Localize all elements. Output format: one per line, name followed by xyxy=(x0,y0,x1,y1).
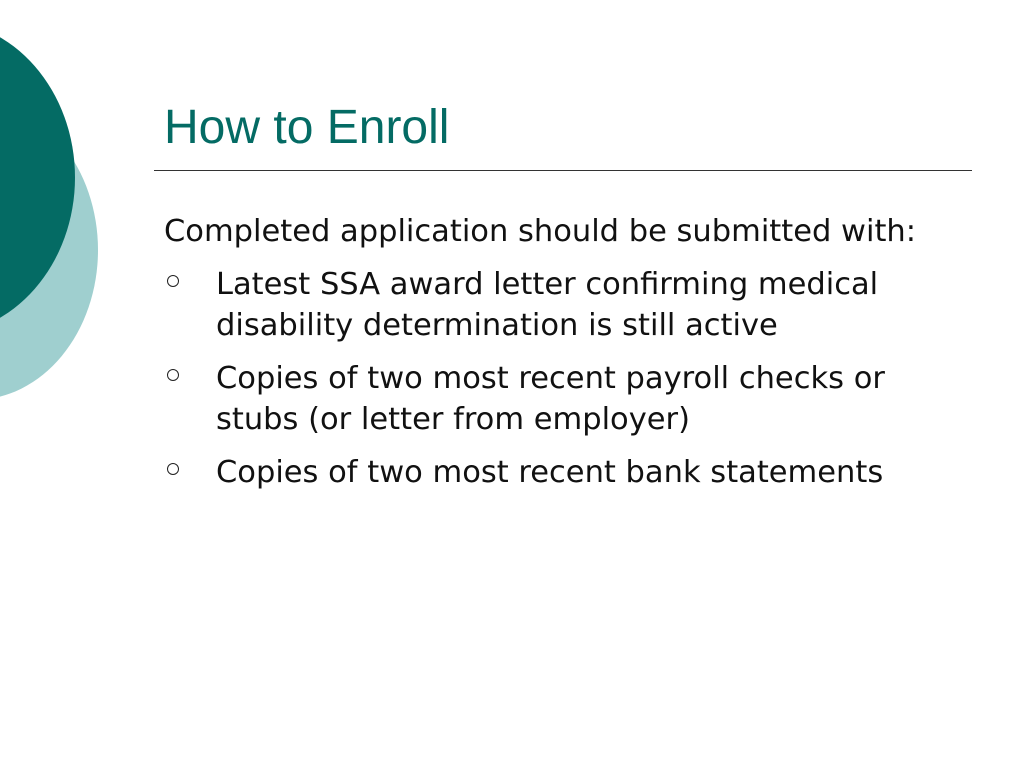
hollow-circle-bullet-icon xyxy=(167,463,179,475)
hollow-circle-bullet-icon xyxy=(167,275,179,287)
bullet-item xyxy=(164,358,954,440)
intro-text: Completed application should be submitted with: xyxy=(164,214,917,249)
bullet-text: Copies of two most recent payroll checks or stubs (or letter from employer) xyxy=(216,361,885,437)
hollow-circle-bullet-icon xyxy=(167,369,179,381)
bullet-item xyxy=(164,264,954,346)
bullet-list xyxy=(164,264,954,493)
bullet-text: Latest SSA award letter confirming medical disability determination is still active xyxy=(216,267,879,343)
title-divider xyxy=(154,170,972,171)
bullet-item xyxy=(164,452,954,493)
slide-body xyxy=(164,211,954,505)
slide-title: How to Enroll xyxy=(164,101,450,154)
bullet-text: Copies of two most recent bank statements xyxy=(216,455,884,490)
